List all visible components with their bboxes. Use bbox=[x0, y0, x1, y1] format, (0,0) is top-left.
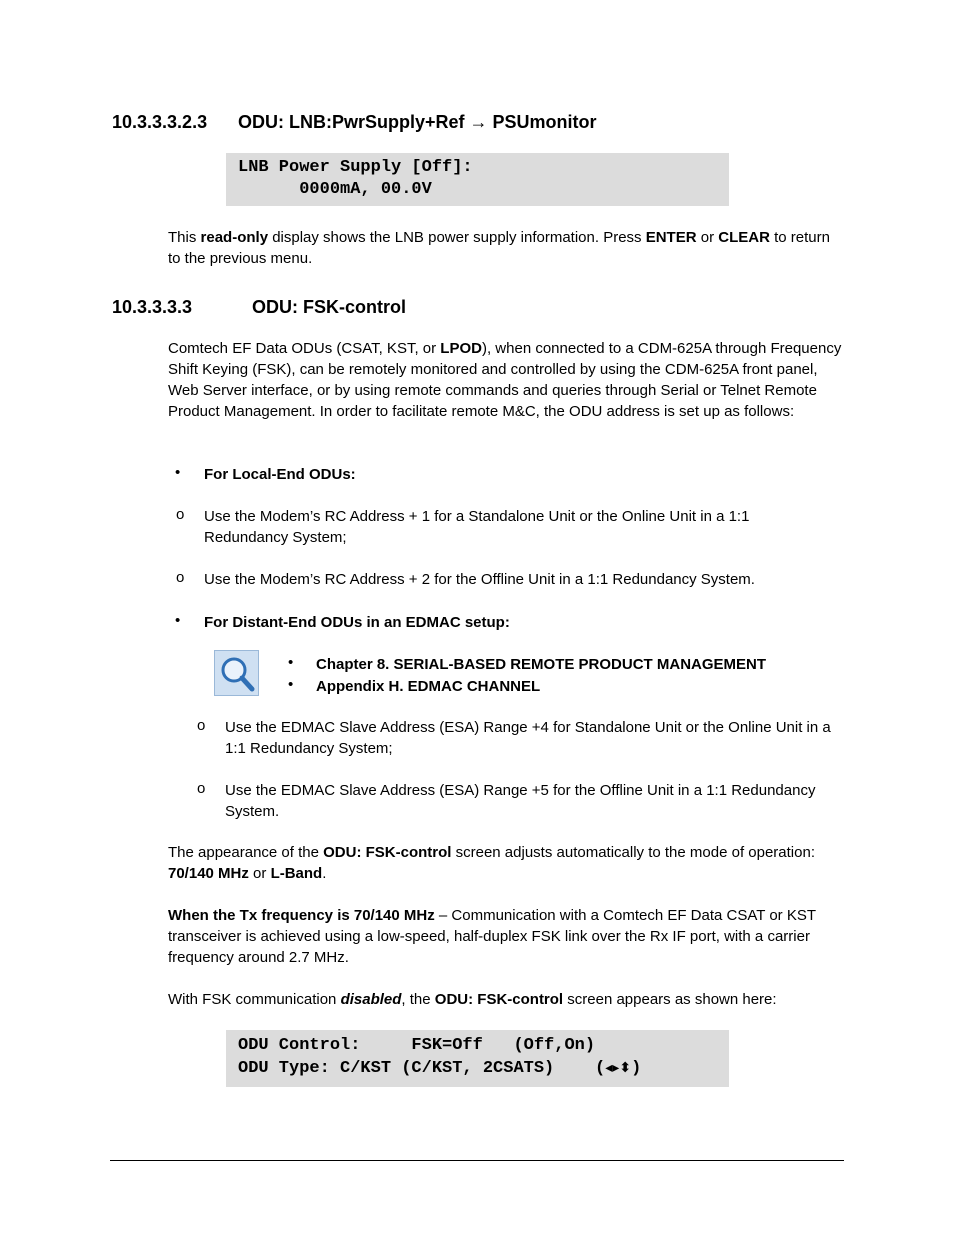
arrow-icon: → bbox=[469, 112, 488, 132]
paragraph-appearance: The appearance of the ODU: FSK-control screen adjusts automatically to the mode of operation: 70/140 MHz or L-Band. bbox=[168, 844, 815, 882]
footer-rule bbox=[110, 1160, 844, 1161]
local-end-item-2: Use the Modem’s RC Address + 2 for the Offline Unit in a 1:1 Redundancy System. bbox=[204, 571, 755, 588]
paragraph-odu-intro: Comtech EF Data ODUs (CSAT, KST, or LPOD), when connected to a CDM-625A through Frequency Shift Keying (FSK), can be remotely monitored and controlled by using the CDM-625A front panel, Web Server interface, or by using remote commands and queries through Serial or Telnet Remote Product Management. In order to facilitate remote M&C, the ODU address is set up as follows: bbox=[168, 340, 842, 420]
bullet-glyph: • bbox=[175, 612, 181, 629]
arrow-keys-icon: ◂▸⬍ bbox=[605, 1060, 632, 1076]
section-title-pre: ODU: LNB:PwrSupply+Ref bbox=[238, 112, 470, 132]
magnifier-icon-svg bbox=[215, 651, 258, 695]
lcd-line-1: ODU Control: FSK=Off (Off,On) bbox=[238, 1036, 596, 1055]
lcd-display-odu-control bbox=[226, 1030, 729, 1087]
lcd-display-psumonitor bbox=[226, 153, 729, 206]
reference-link-appendix-h[interactable]: Appendix H. EDMAC CHANNEL bbox=[316, 678, 541, 695]
circle-bullet-glyph: o bbox=[197, 780, 206, 797]
section-number: 10.3.3.3.3 bbox=[112, 297, 193, 317]
distant-end-label: For Distant-End ODUs in an EDMAC setup: bbox=[204, 614, 510, 631]
lcd-line-2: ODU Type: C/KST (C/KST, 2CSATS) (◂▸⬍) bbox=[238, 1059, 642, 1078]
section-title: ODU: FSK-control bbox=[252, 297, 406, 317]
circle-bullet-glyph: o bbox=[197, 717, 206, 734]
local-end-item-1: Use the Modem’s RC Address + 1 for a Standalone Unit or the Online Unit in a 1:1 Redundancy System; bbox=[204, 508, 750, 546]
paragraph-tx-frequency: When the Tx frequency is 70/140 MHz – Communication with a Comtech EF Data CSAT or KST transceiver is achieved using a low-speed, half-duplex FSK link over the Rx IF port, with a carrier frequency around 2.7 MHz. bbox=[168, 907, 816, 966]
magnifier-icon bbox=[214, 650, 259, 696]
section-number: 10.3.3.3.2.3 bbox=[112, 112, 208, 132]
bullet-glyph: • bbox=[288, 676, 294, 693]
section-title-post: PSUmonitor bbox=[487, 112, 597, 132]
lcd-line-2: 0000mA, 00.0V bbox=[238, 180, 432, 199]
section-heading-psumonitor bbox=[112, 112, 597, 133]
distant-end-item-1: Use the EDMAC Slave Address (ESA) Range +4 for Standalone Unit or the Online Unit in a 1:1 Redundancy System; bbox=[225, 719, 831, 757]
lcd-line-1: LNB Power Supply [Off]: bbox=[238, 158, 473, 177]
section-heading-fsk-control bbox=[112, 297, 406, 318]
paragraph-read-only: This read-only display shows the LNB power supply information. Press ENTER or CLEAR to return to the previous menu. bbox=[168, 229, 830, 267]
distant-end-item-2: Use the EDMAC Slave Address (ESA) Range +5 for the Offline Unit in a 1:1 Redundancy System. bbox=[225, 782, 816, 820]
bullet-glyph: • bbox=[288, 654, 294, 671]
local-end-label: For Local-End ODUs: bbox=[204, 466, 356, 483]
circle-bullet-glyph: o bbox=[176, 506, 185, 523]
circle-bullet-glyph: o bbox=[176, 569, 185, 586]
reference-link-chapter-8[interactable]: Chapter 8. SERIAL-BASED REMOTE PRODUCT MANAGEMENT bbox=[316, 656, 767, 673]
paragraph-fsk-disabled: With FSK communication disabled, the ODU: FSK-control screen appears as shown here: bbox=[168, 991, 777, 1008]
bullet-glyph: • bbox=[175, 464, 181, 481]
